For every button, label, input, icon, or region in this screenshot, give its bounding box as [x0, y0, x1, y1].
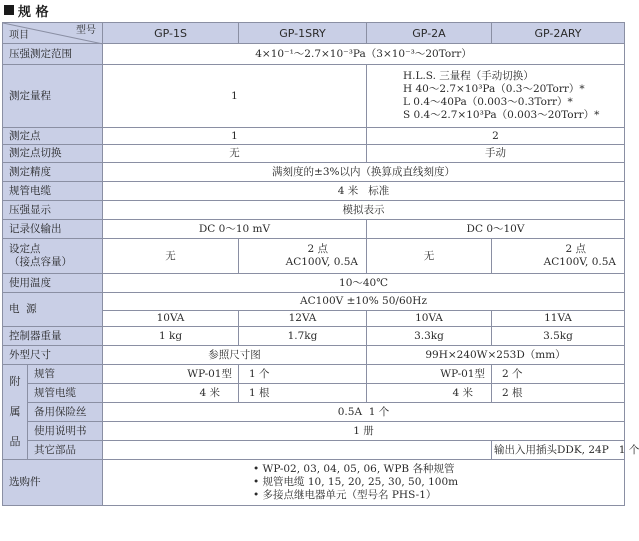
label-accessory-cable: 规管电缆	[28, 384, 103, 403]
value-cable: 4 米 标准	[103, 182, 625, 201]
value-accessory-cable-gp2-len: 4 米	[367, 384, 492, 403]
value-accessory-gauge-gp2-model: WP-01型	[367, 365, 492, 384]
section-title-text: 规 格	[18, 4, 49, 20]
header-model-4: GP-2ARY	[492, 23, 625, 44]
range-mode-line: L 0.4～40Pa（0.003～0.3Torr）*	[403, 96, 573, 108]
section-title	[4, 1, 49, 19]
header-model-3: GP-2A	[367, 23, 492, 44]
value-accessory-other-empty	[103, 441, 492, 460]
value-pressure-range: 4×10⁻¹～2.7×10⁻³Pa（3×10⁻³～20Torr）	[103, 44, 625, 65]
value-setpoint-gp2ary	[492, 239, 625, 274]
label-dimensions: 外型尺寸	[3, 346, 103, 365]
label-cable: 规管电缆	[3, 182, 103, 201]
row-setpoint	[3, 239, 625, 274]
row-accessory-gauge	[3, 365, 625, 384]
value-accessory-fuse: 0.5A 1 个	[103, 403, 625, 422]
value-power-va-4: 11VA	[492, 311, 625, 327]
value-range-gp1: 1	[103, 65, 367, 128]
row-temperature	[3, 274, 625, 293]
option-item: • 规管电缆 10, 15, 20, 25, 30, 50, 100m	[253, 476, 459, 488]
option-item: • WP-02, 03, 04, 05, 06, WPB 各种规管	[253, 463, 455, 475]
row-accessory-cable	[3, 384, 625, 403]
label-range: 测定量程	[3, 65, 103, 128]
label-switching: 测定点切换	[3, 145, 103, 163]
label-setpoint-line1: 设定点	[9, 243, 41, 255]
value-recorder-gp2: DC 0～10V	[367, 220, 625, 239]
accessories-side-char: 附	[9, 375, 21, 388]
value-switching-gp1: 无	[103, 145, 367, 163]
row-recorder	[3, 220, 625, 239]
value-accessory-gauge-gp1-qty: 1 个	[239, 365, 367, 384]
value-weight-2: 1.7kg	[239, 327, 367, 346]
value-temperature: 10～40℃	[103, 274, 625, 293]
value-accessory-other-gp2ary: 输出入用插头DDK, 24P 1 个	[492, 441, 625, 460]
label-accessory-gauge: 规管	[28, 365, 103, 384]
label-accessory-fuse: 备用保险丝	[28, 403, 103, 422]
row-power	[3, 293, 625, 311]
value-accessory-gauge-gp2-qty: 2 个	[492, 365, 625, 384]
row-accessory-manual	[3, 422, 625, 441]
label-temperature: 使用温度	[3, 274, 103, 293]
row-cable	[3, 182, 625, 201]
value-range-gp2	[367, 65, 625, 128]
value-accessory-cable-gp1-qty: 1 根	[239, 384, 367, 403]
value-recorder-gp1: DC 0～10 mV	[103, 220, 367, 239]
row-accessory-other	[3, 441, 625, 460]
value-weight-1: 1 kg	[103, 327, 239, 346]
row-points	[3, 128, 625, 145]
setpoint-count: 2 点	[565, 243, 586, 255]
row-display	[3, 201, 625, 220]
label-points: 测定点	[3, 128, 103, 145]
value-power-va-1: 10VA	[103, 311, 239, 327]
setpoint-count: 2 点	[307, 243, 328, 255]
value-options	[103, 460, 625, 506]
label-setpoint	[3, 239, 103, 274]
value-dimensions-gp2: 99H×240W×253D（mm）	[367, 346, 625, 365]
label-accessory-manual: 使用说明书	[28, 422, 103, 441]
value-accessory-gauge-gp1-model: WP-01型	[103, 365, 239, 384]
label-options: 选购件	[3, 460, 103, 506]
value-points-gp2: 2	[367, 128, 625, 145]
value-setpoint-gp2a: 无	[367, 239, 492, 274]
value-switching-gp2: 手动	[367, 145, 625, 163]
accessories-side-char: 品	[9, 435, 21, 448]
row-accuracy	[3, 163, 625, 182]
label-power: 电 源	[3, 293, 103, 327]
value-weight-4: 3.5kg	[492, 327, 625, 346]
row-range	[3, 65, 625, 128]
spec-table	[2, 22, 639, 506]
label-accuracy: 测定精度	[3, 163, 103, 182]
setpoint-capacity: AC100V, 0.5A	[543, 256, 616, 268]
label-accessories-side	[3, 365, 28, 460]
value-power-va-3: 10VA	[367, 311, 492, 327]
value-power: AC100V ±10% 50/60Hz	[103, 293, 625, 311]
value-accessory-cable-gp2-qty: 2 根	[492, 384, 625, 403]
header-item-label: 项目	[9, 30, 29, 41]
value-display: 模拟表示	[103, 201, 625, 220]
value-points-gp1: 1	[103, 128, 367, 145]
row-options	[3, 460, 625, 506]
header-corner-cell	[3, 23, 103, 44]
header-model-1: GP-1S	[103, 23, 239, 44]
value-weight-3: 3.3kg	[367, 327, 492, 346]
range-mode-line: H.L.S. 三量程（手动切换）	[403, 70, 534, 82]
accessories-side-char: 属	[9, 405, 21, 418]
range-mode-line: S 0.4～2.7×10³Pa（0.003～20Torr）*	[403, 109, 600, 121]
value-accessory-manual: 1 册	[103, 422, 625, 441]
row-accessory-fuse	[3, 403, 625, 422]
value-accuracy: 满刻度的±3%以内（换算成直线刻度）	[103, 163, 625, 182]
header-row	[3, 23, 625, 44]
row-pressure-range	[3, 44, 625, 65]
option-item: • 多接点继电器单元（型号名 PHS-1）	[253, 489, 437, 501]
value-setpoint-gp1s: 无	[103, 239, 239, 274]
label-weight: 控制器重量	[3, 327, 103, 346]
value-dimensions-gp1: 参照尺寸图	[103, 346, 367, 365]
square-bullet-icon	[4, 5, 14, 15]
row-weight	[3, 327, 625, 346]
header-model-2: GP-1SRY	[239, 23, 367, 44]
label-pressure-range: 压强测定范围	[3, 44, 103, 65]
header-model-label: 型号	[76, 25, 96, 36]
value-power-va-2: 12VA	[239, 311, 367, 327]
value-accessory-cable-gp1-len: 4 米	[103, 384, 239, 403]
row-switching	[3, 145, 625, 163]
value-setpoint-gp1sry	[239, 239, 367, 274]
row-dimensions	[3, 346, 625, 365]
label-recorder: 记录仪输出	[3, 220, 103, 239]
range-mode-line: H 40～2.7×10³Pa（0.3～20Torr）*	[403, 83, 585, 95]
label-accessory-other: 其它部品	[28, 441, 103, 460]
label-setpoint-line2: （接点容量）	[9, 256, 72, 268]
label-display: 压强显示	[3, 201, 103, 220]
setpoint-capacity: AC100V, 0.5A	[285, 256, 358, 268]
